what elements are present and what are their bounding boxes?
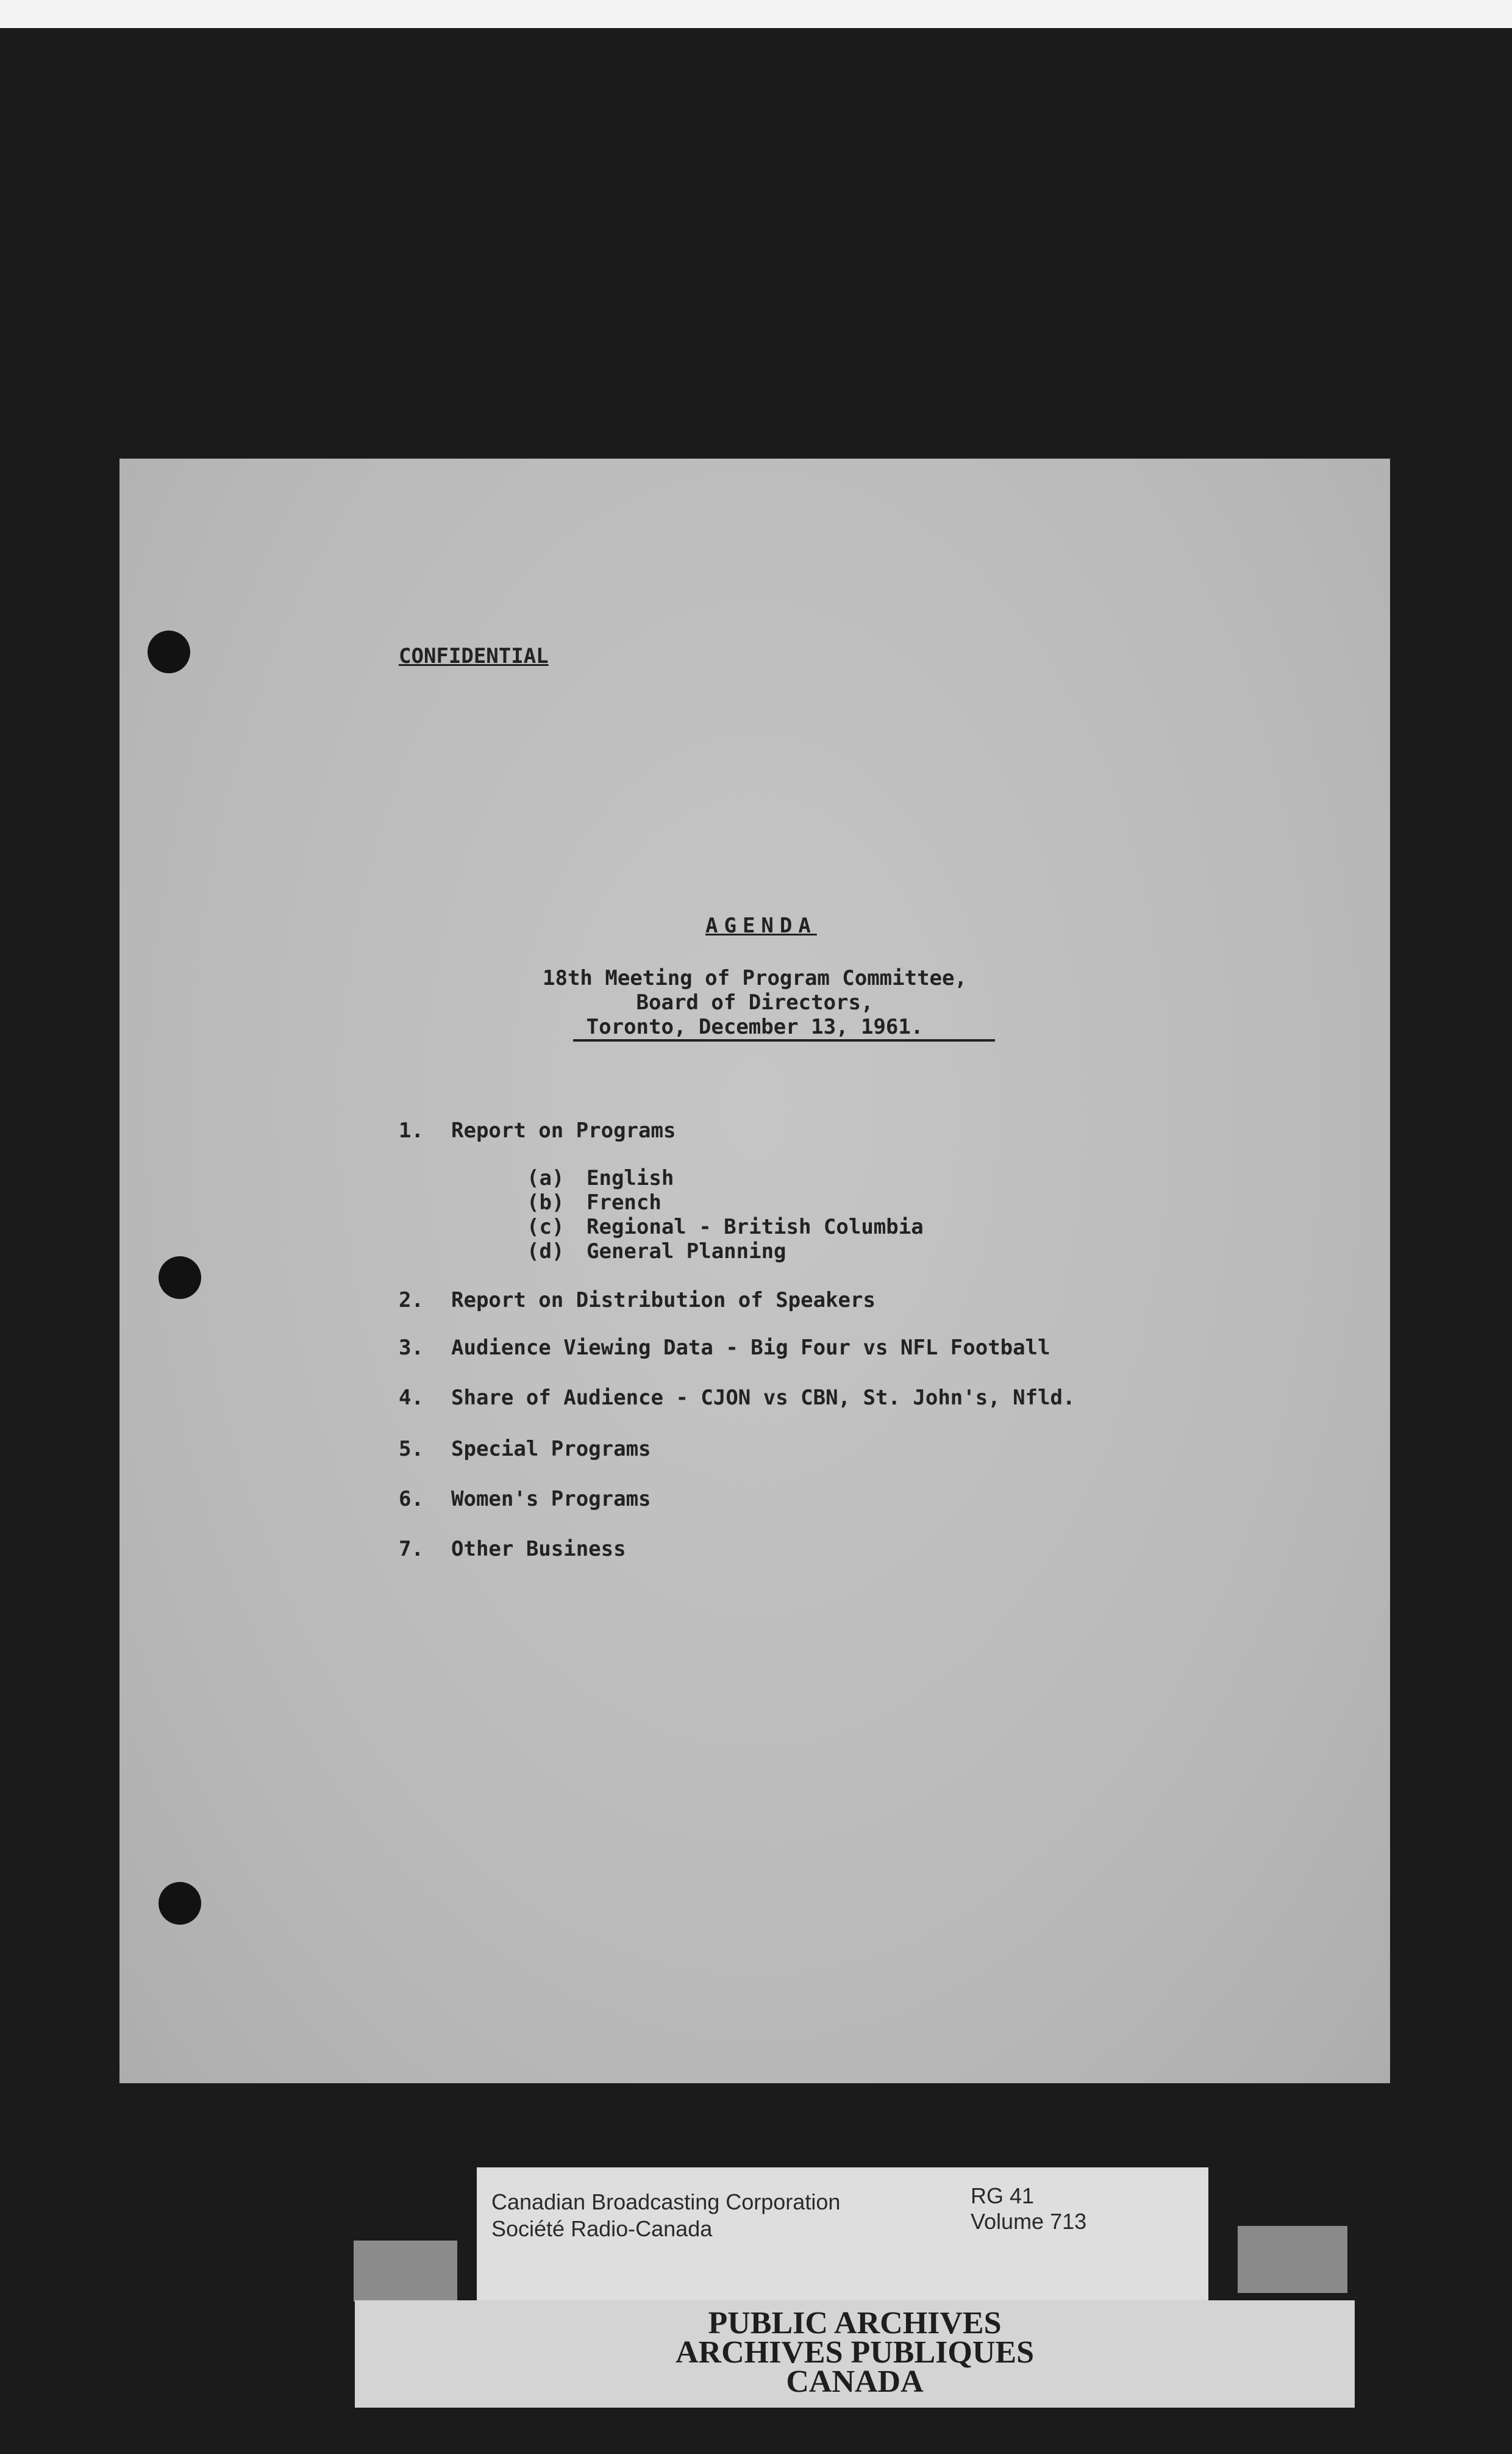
stamp-line-country: CANADA: [786, 2364, 924, 2399]
film-edge: [0, 0, 1512, 28]
document-page: [119, 459, 1390, 2083]
label-backing-right: [1238, 2226, 1347, 2293]
volume-number: Volume 713: [971, 2209, 1087, 2234]
agenda-title: AGENDA: [705, 914, 817, 938]
agenda-item-number: 3.: [399, 1336, 424, 1360]
label-backing-left: [354, 2241, 457, 2302]
agenda-item-number: 4.: [399, 1386, 424, 1410]
agenda-item-text: Audience Viewing Data - Big Four vs NFL Football: [451, 1336, 1050, 1360]
agenda-item-number: 6.: [399, 1487, 424, 1511]
sub-item-text: English: [587, 1166, 674, 1190]
agenda-item-number: 1.: [399, 1118, 424, 1143]
agenda-item-text: Special Programs: [451, 1437, 651, 1461]
agenda-item-text: Report on Programs: [451, 1118, 676, 1143]
stamp-line-english: PUBLIC ARCHIVES: [708, 2306, 1002, 2341]
public-archives-stamp: [355, 2300, 1355, 2408]
agenda-item-number: 7.: [399, 1537, 424, 1561]
punch-hole-bottom: [159, 1882, 201, 1925]
org-name-english: Canadian Broadcasting Corporation: [491, 2189, 841, 2214]
agenda-item-text: Share of Audience - CJON vs CBN, St. John's, Nfld.: [451, 1386, 1075, 1410]
sub-item-letter: (b): [527, 1190, 565, 1215]
agenda-item-number: 5.: [399, 1437, 424, 1461]
archive-label-card: [477, 2167, 1208, 2302]
agenda-item-text: Other Business: [451, 1537, 626, 1561]
meeting-line: 18th Meeting of Program Committee,: [543, 966, 967, 990]
org-name-french: Société Radio-Canada: [491, 2216, 713, 2241]
punch-hole-top: [148, 631, 190, 673]
confidential-heading: CONFIDENTIAL: [399, 644, 549, 668]
sub-item-letter: (c): [527, 1215, 565, 1239]
date-line: Toronto, December 13, 1961.: [586, 1015, 924, 1039]
sub-item-text: General Planning: [587, 1239, 786, 1264]
sub-item-letter: (d): [527, 1239, 565, 1264]
subtitle-underline: [573, 1039, 995, 1042]
stamp-line-french: ARCHIVES PUBLIQUES: [675, 2335, 1035, 2370]
board-line: Board of Directors,: [636, 990, 874, 1015]
agenda-item-text: Women's Programs: [451, 1487, 651, 1511]
sub-item-letter: (a): [527, 1166, 565, 1190]
agenda-item-text: Report on Distribution of Speakers: [451, 1288, 875, 1312]
sub-item-text: Regional - British Columbia: [587, 1215, 924, 1239]
agenda-item-number: 2.: [399, 1288, 424, 1312]
sub-item-text: French: [587, 1190, 661, 1215]
record-group: RG 41: [971, 2183, 1035, 2208]
punch-hole-middle: [159, 1256, 201, 1299]
